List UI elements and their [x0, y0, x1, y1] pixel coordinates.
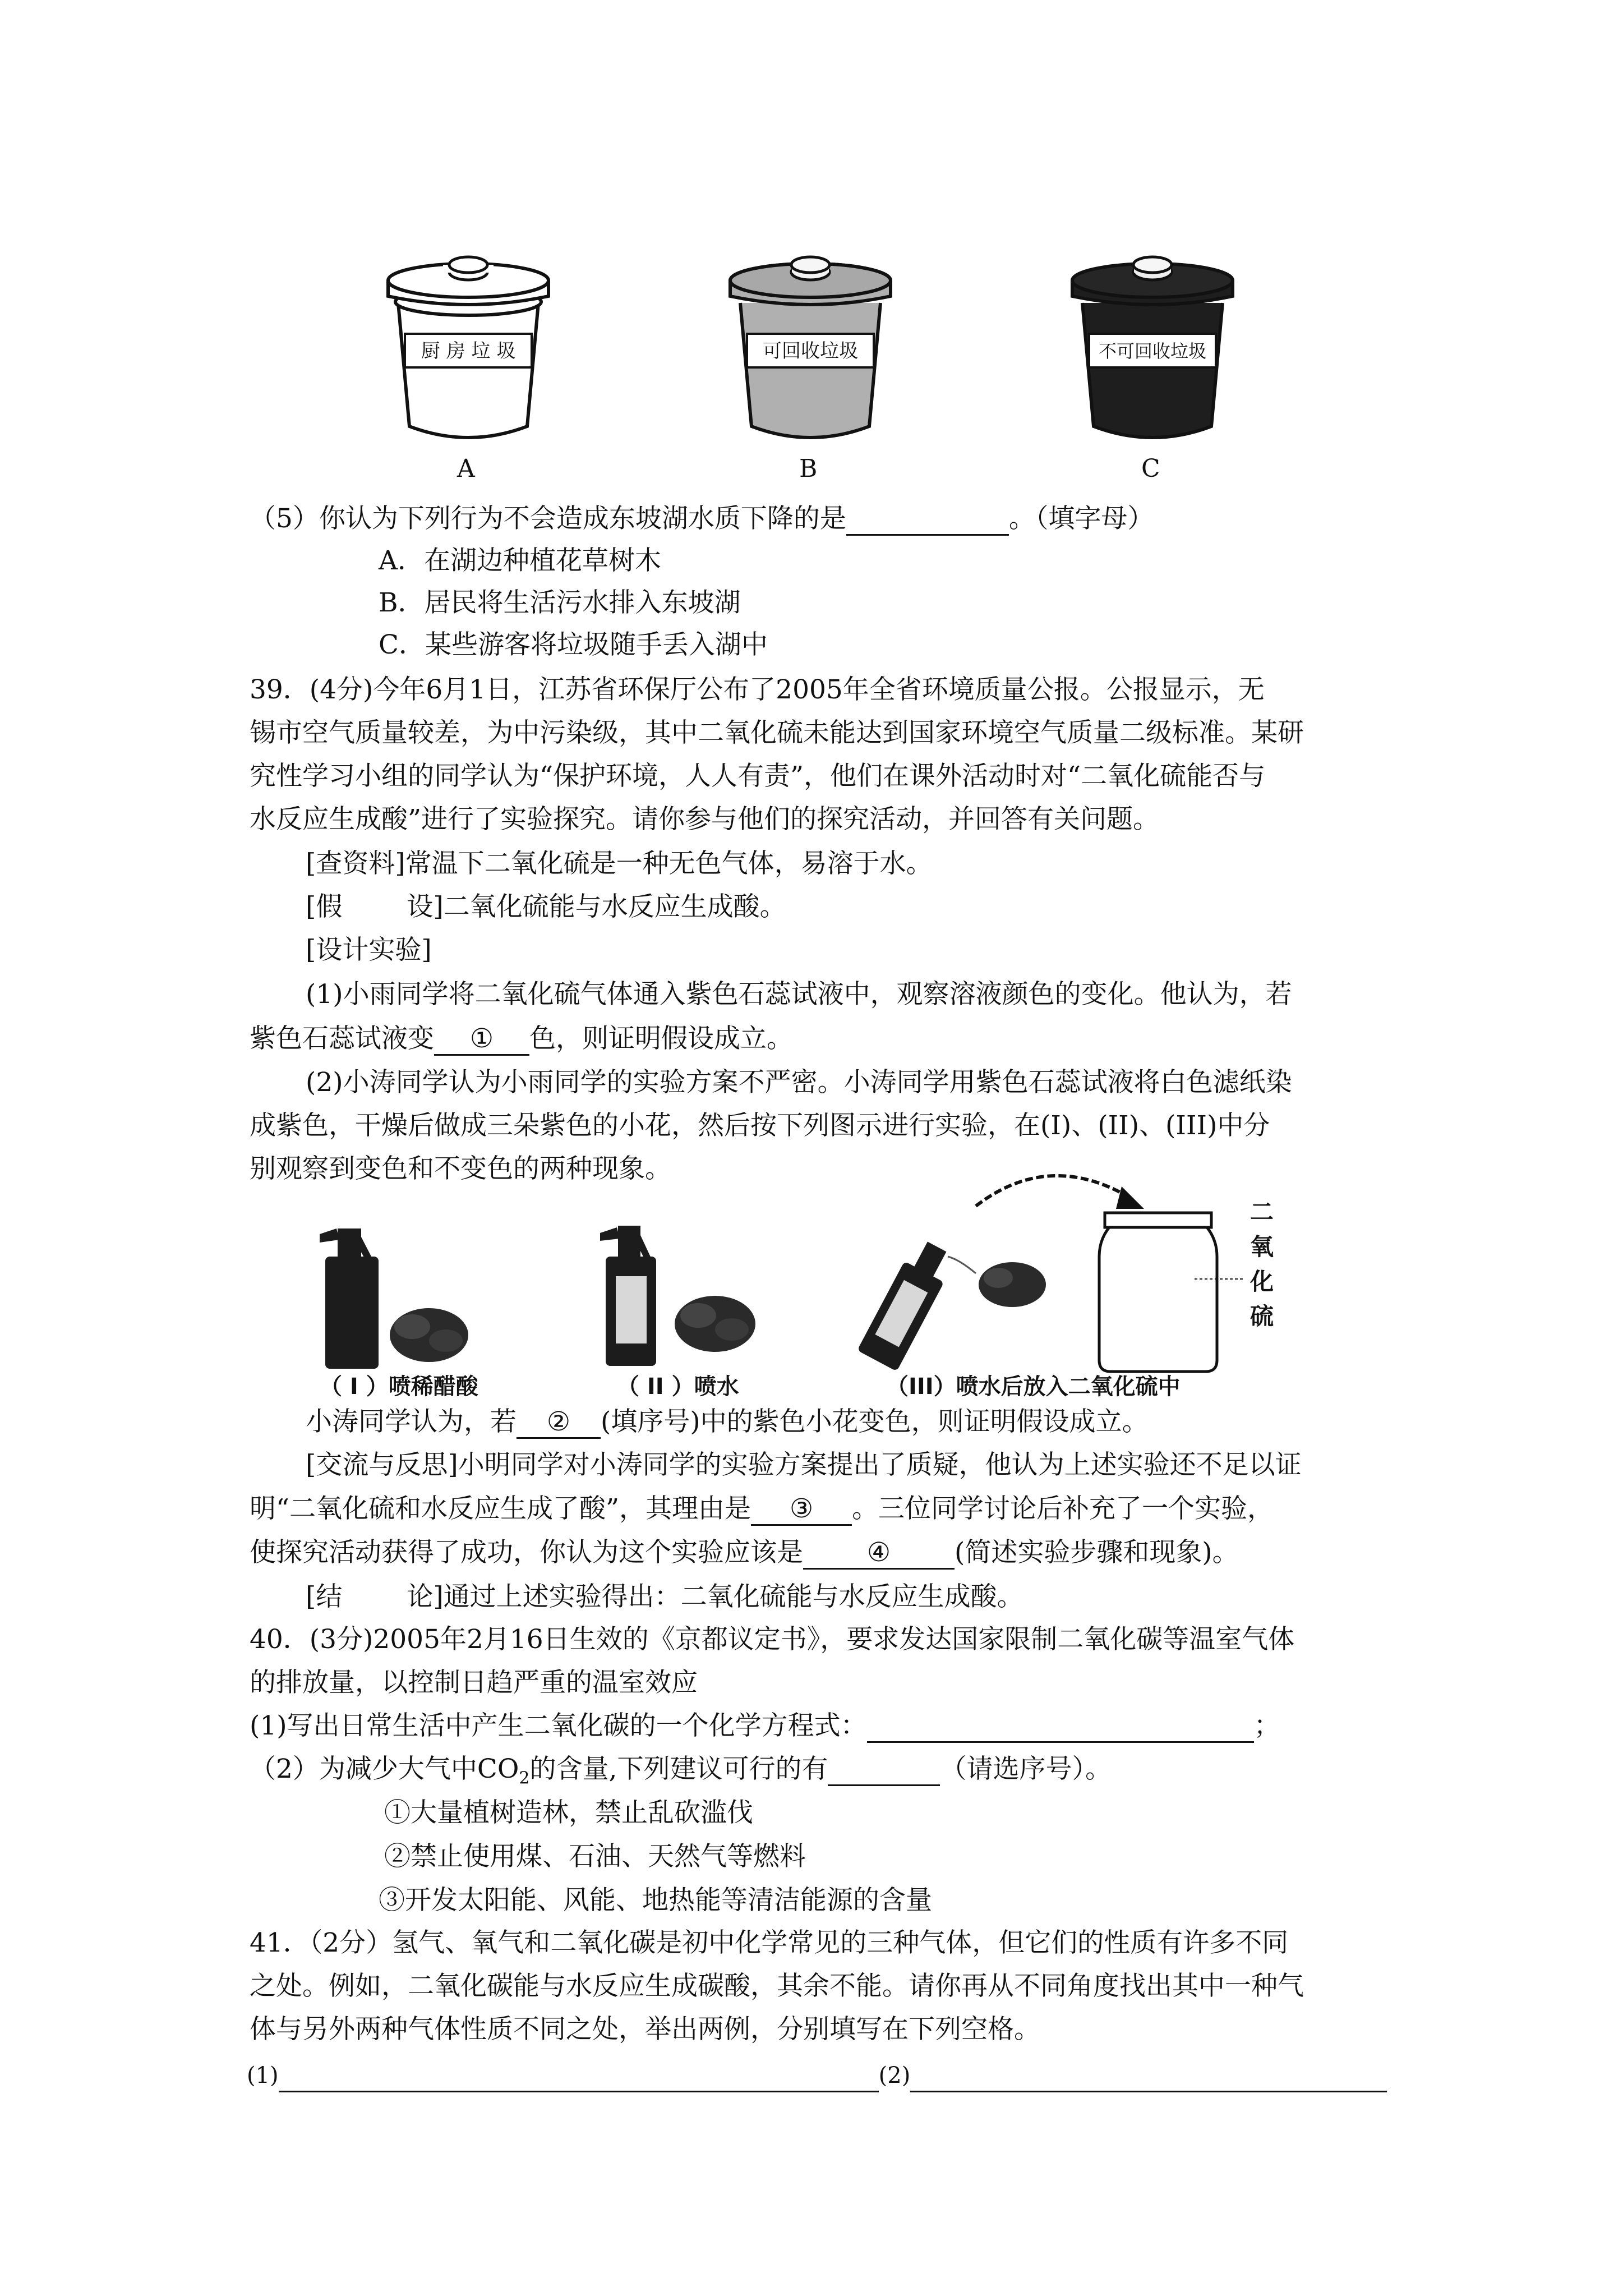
- blank-3[interactable]: ③: [751, 1494, 852, 1526]
- q39-reflection-line1: [交流与反思]小明同学对小涛同学的实验方案提出了质疑，他认为上述实验还不足以证: [306, 1450, 1302, 1480]
- q41-answers: (1) (2): [247, 2059, 1387, 2092]
- answer-blank-1[interactable]: [279, 2060, 879, 2092]
- q41-line2: 之处。例如，二氧化碳能与水反应生成碳酸，其余不能。请你再从不同角度找出其中一种气: [250, 1971, 1304, 2001]
- answer-blank-2[interactable]: [910, 2060, 1387, 2092]
- q5-option-b: B．居民将生活污水排入东坡湖: [379, 587, 741, 618]
- q39-hypothesis: [假 设]二氧化硫能与水反应生成酸。: [306, 891, 786, 922]
- q39-conclusion-line: 小涛同学认为，若 ② (填序号)中的紫色小花变色，则证明假设成立。: [306, 1405, 1149, 1439]
- q39-part2-line2: 成紫色，干燥后做成三朵紫色的小花，然后按下列图示进行实验，在(I)、(II)、(III)中分: [250, 1110, 1270, 1141]
- bin-c-label: 不可回收垃圾: [1098, 341, 1207, 362]
- q39-part2-line1: (2)小涛同学认为小雨同学的实验方案不严密。小涛同学用紫色石蕊试液将白色滤纸染: [306, 1067, 1292, 1098]
- choice-blank[interactable]: [828, 1754, 940, 1786]
- gas-jar-icon: [1099, 1213, 1245, 1372]
- q40-option-2: ②禁止使用煤、石油、天然气等燃料: [384, 1841, 806, 1872]
- q39-intro-3: 究性学习小组的同学认为“保护环境，人人有责”，他们在课外活动时对“二氧化硫能否与: [250, 761, 1266, 792]
- bin-a-label: 厨 房 垃 圾: [421, 340, 516, 362]
- sprayer-3-icon: [857, 1236, 957, 1372]
- bin-a-letter: A: [457, 454, 475, 483]
- flower-2-icon: [675, 1296, 755, 1352]
- flower-3-icon: [979, 1262, 1046, 1307]
- q39-intro-4: 水反应生成酸”进行了实验探究。请你参与他们的探究活动，并回答有关问题。: [250, 804, 1160, 835]
- caption-1: （ I ）喷稀醋酸: [320, 1374, 478, 1400]
- sprayer-1-icon: [320, 1228, 379, 1369]
- bin-c-icon: [1060, 241, 1245, 454]
- bin-c-letter: C: [1141, 454, 1160, 483]
- bin-b-label: 可回收垃圾: [763, 340, 858, 362]
- blank-2[interactable]: ②: [517, 1407, 601, 1439]
- flower-1-icon: [390, 1308, 468, 1362]
- q39-reference: [查资料]常温下二氧化硫是一种无色气体，易溶于水。: [306, 848, 933, 879]
- q39-intro-1: 39．(4分)今年6月1日，江苏省环保厅公布了2005年全省环境质量公报。公报显示，无: [250, 674, 1265, 705]
- bin-a-icon: [376, 241, 561, 454]
- q40-line2: 的排放量，以控制日趋严重的温室效应: [250, 1667, 698, 1698]
- q41-line1: 41．（2分）氢气、氧气和二氧化碳是初中化学常见的三种气体，但它们的性质有许多不同: [250, 1927, 1289, 1958]
- experiment-figure: [303, 1144, 1312, 1400]
- q5-option-a: A．在湖边种植花草树木: [379, 545, 661, 576]
- q39-design: [设计实验]: [306, 935, 432, 965]
- q39-part2-line3: 别观察到变色和不变色的两种现象。: [250, 1153, 671, 1184]
- blank-1[interactable]: ①: [434, 1024, 529, 1056]
- bin-figure: [359, 241, 1301, 477]
- q5-answer-blank[interactable]: [846, 504, 1009, 536]
- q39-intro-2: 锡市空气质量较差，为中污染级，其中二氧化硫未能达到国家环境空气质量二级标准。某研: [250, 717, 1304, 748]
- q39-part1-line1: (1)小雨同学将二氧化硫气体通入紫色石蕊试液中，观察溶液颜色的变化。他认为，若: [306, 979, 1292, 1010]
- bin-b-letter: B: [799, 454, 818, 483]
- sprayer-2-icon: [600, 1226, 656, 1366]
- arrow-icon: [976, 1176, 1130, 1206]
- q39-final-conclusion: [结 论]通过上述实验得出：二氧化硫能与水反应生成酸。: [306, 1581, 1023, 1612]
- equation-blank[interactable]: [867, 1711, 1254, 1743]
- q39-reflection-line2: 明“二氧化硫和水反应生成了酸”，其理由是 ③ 。三位同学讨论后补充了一个实验，: [250, 1492, 1274, 1526]
- q5-option-c: C．某些游客将垃圾随手丢入湖中: [379, 629, 768, 660]
- q40-sub1: (1)写出日常生活中产生二氧化碳的一个化学方程式： ；: [250, 1709, 1280, 1743]
- q39-reflection-line3: 使探究活动获得了成功，你认为这个实验应该是 ④ (简述实验步骤和现象)。: [250, 1536, 1239, 1570]
- sulfur-dioxide-label: 二 氧 化 硫: [1249, 1198, 1274, 1330]
- q40-option-1: ①大量植树造林，禁止乱砍滥伐: [384, 1797, 753, 1828]
- bin-b-icon: [718, 241, 903, 454]
- q5-stem: （5）你认为下列行为不会造成东坡湖水质下降的是 。（填字母）: [250, 502, 1154, 536]
- q40-option-3: ③开发太阳能、风能、地热能等清洁能源的含量: [379, 1885, 932, 1916]
- blank-4[interactable]: ④: [803, 1538, 955, 1570]
- q41-line3: 体与另外两种气体性质不同之处，举出两例，分别填写在下列空格。: [250, 2014, 1040, 2045]
- q39-part1-line2: 紫色石蕊试液变 ① 色，则证明假设成立。: [250, 1022, 793, 1056]
- caption-3: （III）喷水后放入二氧化硫中: [886, 1374, 1181, 1400]
- q40-sub2: （2）为减少大气中$CO_2$的含量,下列建议可行的有 （请选序号）。: [250, 1754, 1112, 1788]
- caption-2: （ II ）喷水: [617, 1374, 739, 1400]
- q40-line1: 40．(3分)2005年2月16日生效的《京都议定书》，要求发达国家限制二氧化碳等温室气体: [250, 1624, 1295, 1655]
